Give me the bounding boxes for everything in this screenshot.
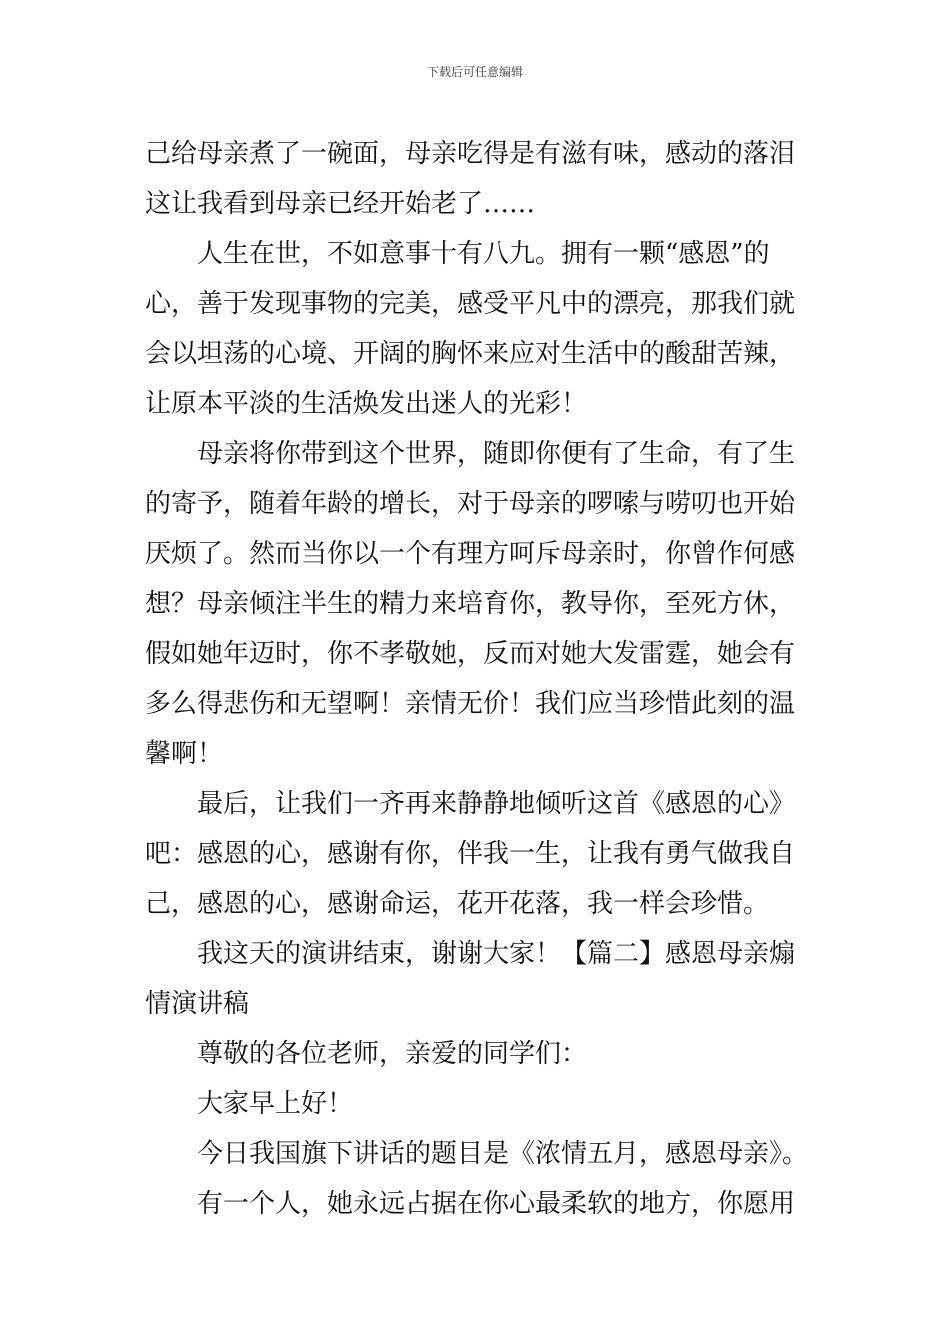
text-line: 母亲将你带到这个世界，随即你便有了生命，有了生: [197, 439, 796, 469]
text-line: 馨啊！: [145, 739, 224, 769]
page-header-note: 下载后可任意编辑: [426, 65, 523, 79]
text-line: 多么得悲伤和无望啊！亲情无价！我们应当珍惜此刻的温: [145, 689, 796, 719]
text-line: 人生在世，不如意事十有八九。拥有一颗“感恩”的: [197, 239, 770, 269]
text-line: 厌烦了。然而当你以一个有理方呵斥母亲时，你曾作何感: [145, 539, 796, 569]
text-line: 己给母亲煮了一碗面，母亲吃得是有滋有味，感动的落泪: [145, 139, 796, 169]
text-line: 这让我看到母亲已经开始老了……: [145, 189, 536, 219]
text-line: 大家早上好！: [197, 1089, 354, 1119]
text-line: 想？母亲倾注半生的精力来培育你，教导你，至死方休，: [145, 589, 796, 619]
text-line: 心，善于发现事物的完美，感受平凡中的漂亮，那我们就: [145, 289, 796, 319]
text-line: 我这天的演讲结束，谢谢大家！【篇二】感恩母亲煽: [197, 939, 796, 969]
text-line: 己，感恩的心，感谢命运，花开花落，我一样会珍惜。: [145, 889, 770, 919]
text-line: 的寄予，随着年龄的增长，对于母亲的啰嗦与唠叨也开始: [145, 489, 796, 519]
document-body: [145, 129, 807, 1229]
text-line: 情演讲稿: [145, 989, 250, 1019]
text-line: 会以坦荡的心境、开阔的胸怀来应对生活中的酸甜苦辣，: [145, 339, 796, 369]
text-line: 今日我国旗下讲话的题目是《浓情五月，感恩母亲》。: [197, 1139, 809, 1169]
text-line: 尊敬的各位老师，亲爱的同学们：: [197, 1039, 588, 1069]
text-line: 假如她年迈时，你不孝敬她，反而对她大发雷霆，她会有: [145, 639, 796, 669]
text-line: 让原本平淡的生活焕发出迷人的光彩！: [145, 389, 588, 419]
text-line: 吧：感恩的心，感谢有你，伴我一生，让我有勇气做我自: [145, 839, 796, 869]
text-line: 最后，让我们一齐再来静静地倾听这首《感恩的心》: [197, 789, 796, 819]
text-line: 有一个人，她永远占据在你心最柔软的地方，你愿用: [197, 1189, 796, 1219]
